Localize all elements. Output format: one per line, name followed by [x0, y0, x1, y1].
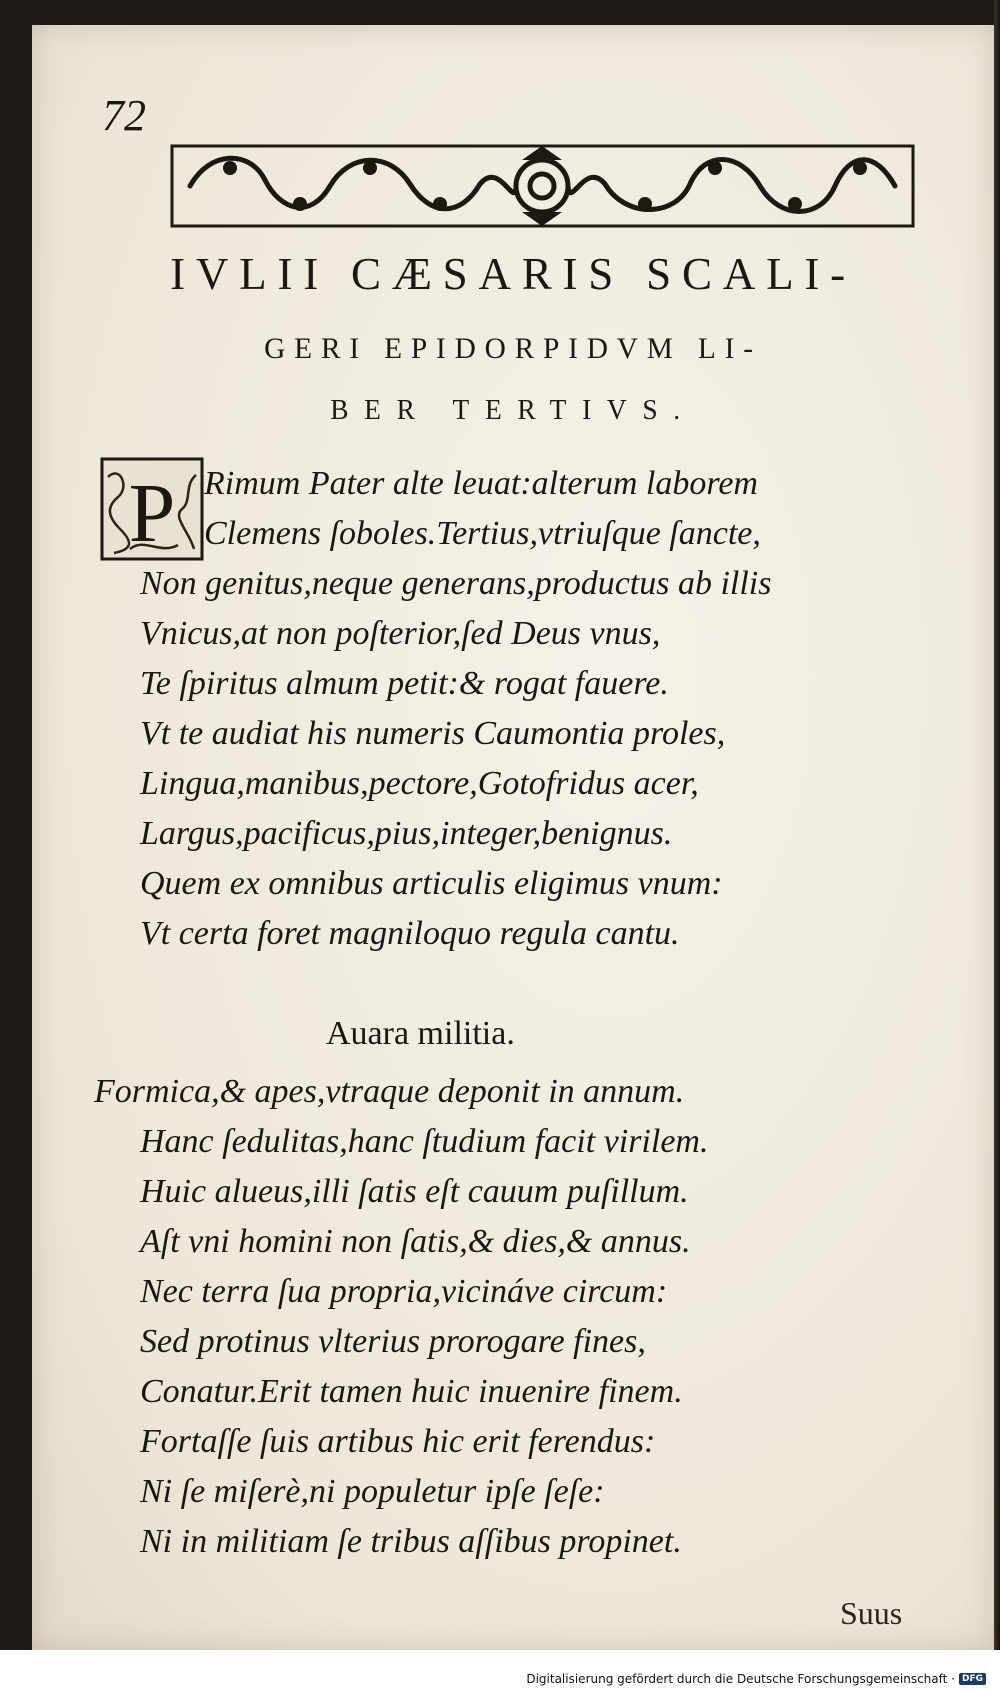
decorated-initial: [100, 457, 204, 561]
svg-text:P: P: [128, 467, 176, 560]
credit-text: Digitalisierung gefördert durch die Deutsche Forschungsgemeinschaft ·: [526, 1672, 955, 1686]
page-edge: [994, 0, 1000, 1650]
poem2-line-3: Huic alueus,illi ſatis eſt cauum puſillum.: [140, 1173, 689, 1210]
poem1-line-10: Vt certa foret magniloquo regula cantu.: [140, 915, 680, 952]
poem1-line-8: Largus,pacificus,pius,integer,benignus.: [140, 815, 673, 852]
poem1-line-2: Clemens ſoboles.Tertius,vtriuſque ſancte,: [204, 515, 761, 552]
digitization-credit: [526, 1672, 986, 1686]
poem2-line-1: Formica,& apes,vtraque deponit in annum.: [94, 1073, 685, 1110]
title-line-2: GERI EPIDORPIDVM LI-: [264, 332, 762, 365]
poem2-line-6: Sed protinus vlterius prorogare fines,: [140, 1323, 646, 1360]
poem1-line-4: Vnicus,at non poſterior,ſed Deus vnus,: [140, 615, 661, 652]
poem1-line-1: Rimum Pater alte leuat:alterum laborem: [204, 465, 758, 502]
poem1-line-3: Non genitus,neque generans,productus ab illis: [140, 565, 772, 602]
section-heading: Auara militia.: [326, 1015, 515, 1052]
poem1-line-7: Lingua,manibus,pectore,Gotofridus acer,: [140, 765, 699, 802]
poem1-line-5: Te ſpiritus almum petit:& rogat fauere.: [140, 665, 669, 702]
book-page: [32, 25, 994, 1650]
poem2-line-9: Ni ſe miſerè,ni populetur ipſe ſeſe:: [140, 1473, 605, 1510]
poem1-line-9: Quem ex omnibus articulis eligimus vnum:: [140, 865, 723, 902]
poem2-line-10: Ni in militiam ſe tribus aſſibus propinet.: [140, 1523, 682, 1560]
dfg-logo: DFG: [959, 1673, 986, 1685]
title-line-3: BER TERTIVS.: [330, 395, 696, 426]
title-line-1: IVLII CÆSARIS SCALI-: [170, 248, 856, 299]
poem2-line-5: Nec terra ſua propria,vicináve circum:: [140, 1273, 668, 1310]
poem2-line-4: Aſt vni homini non ſatis,& dies,& annus.: [140, 1223, 691, 1260]
catchword: Suus: [840, 1595, 903, 1631]
poem2-line-8: Fortaſſe ſuis artibus hic erit ferendus:: [140, 1423, 656, 1460]
page-number: 72: [102, 91, 146, 140]
headpiece-ornament: [170, 140, 915, 232]
footer-bar: [0, 1650, 1000, 1693]
poem2-line-7: Conatur.Erit tamen huic inuenire finem.: [140, 1373, 683, 1410]
poem2-line-2: Hanc ſedulitas,hanc ſtudium facit virilem.: [140, 1123, 709, 1160]
poem1-line-6: Vt te audiat his numeris Caumontia proles,: [140, 715, 726, 752]
